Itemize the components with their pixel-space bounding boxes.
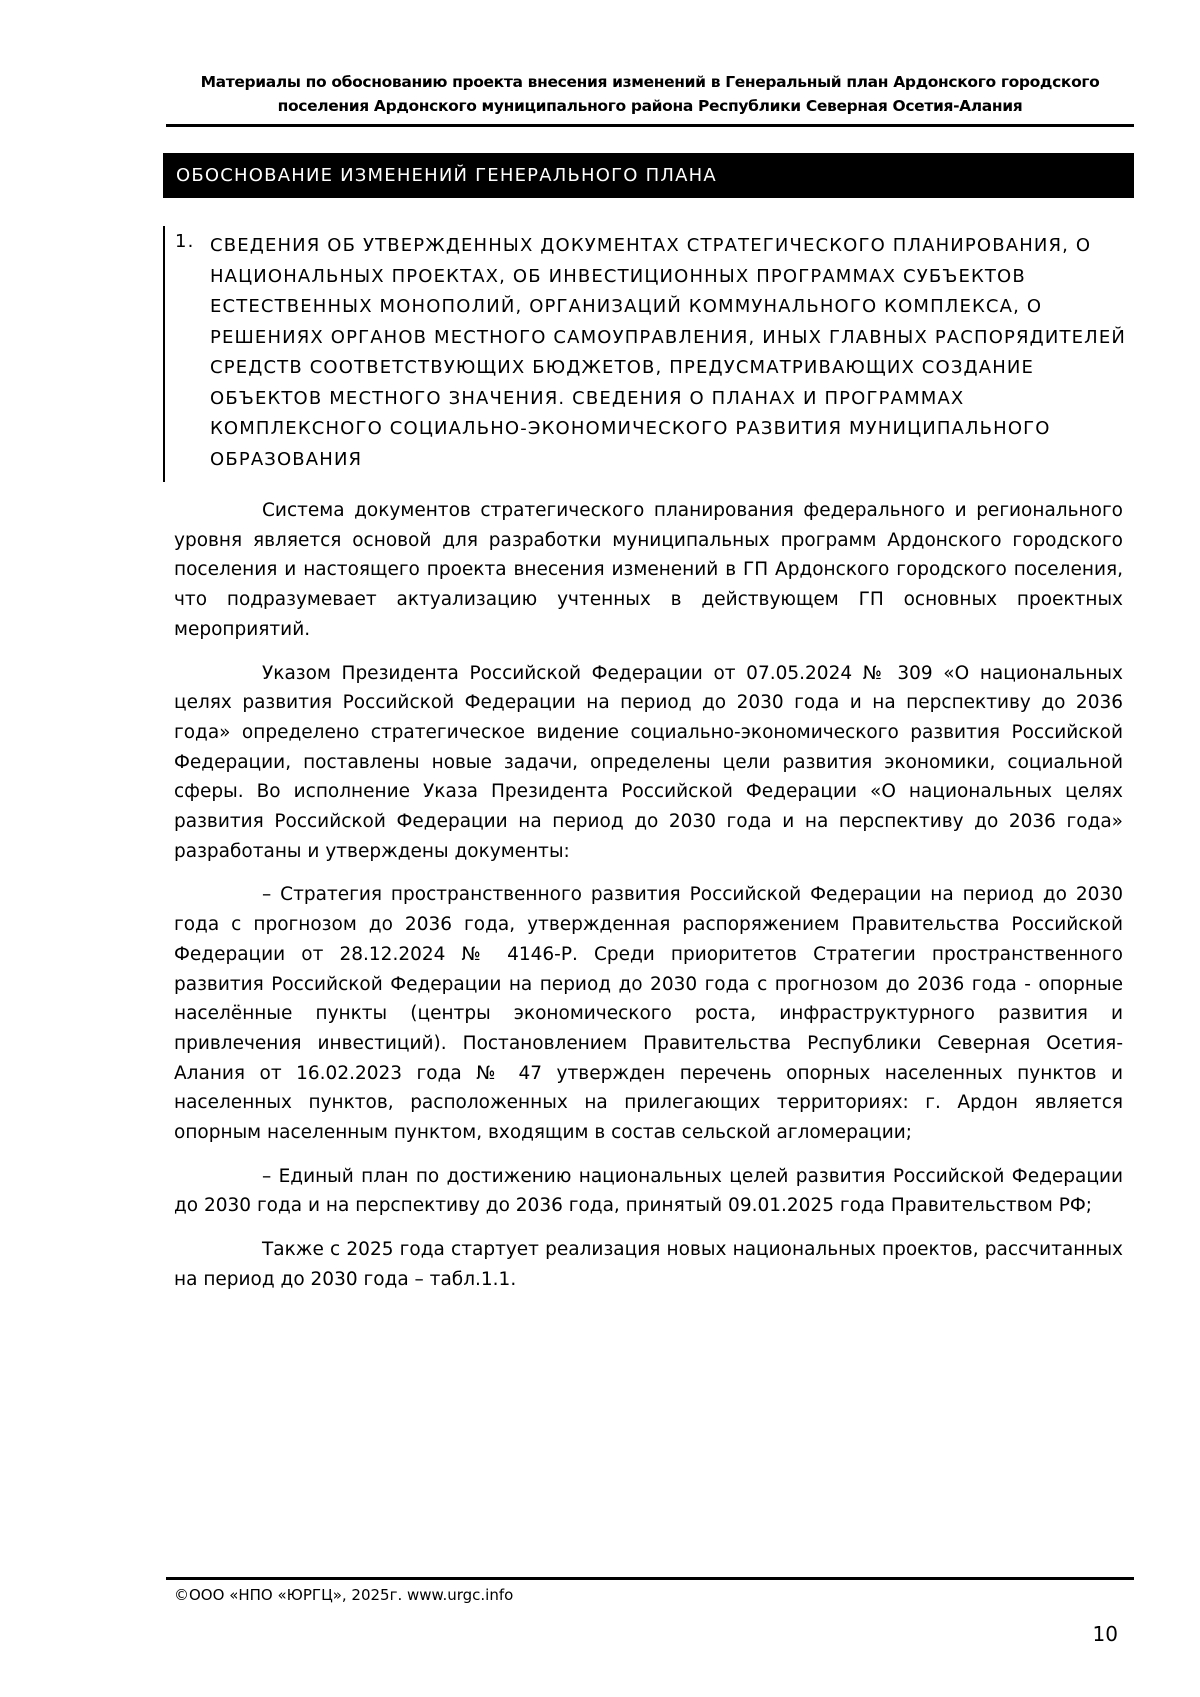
footer-copyright: ©ООО «НПО «ЮРГЦ», 2025г. www.urgc.info <box>174 1586 514 1604</box>
subsection-number: 1. <box>175 231 195 252</box>
paragraph: Указом Президента Российской Федерации от 07.05.2024 № 309 «О национальных целях развития Российской Федерации на период до 2030 года и на перспективу до 2036 года» определено стратегическое видение социально-экономического развития Российской Федерации, поставлены новые задачи, определены цели развития экономики, социальной сферы. Во исполнение Указа Президента Российской Федерации «О национальных целях развития Российской Федерации на период до 2030 года и на перспективу до 2036 года» разработаны и утверждены документы: <box>174 662 1123 862</box>
paragraph: – Единый план по достижению национальных целей развития Российской Федерации до 2030 года и на перспективу до 2036 года, принятый 09.01.2025 года Правительством РФ; <box>174 1165 1123 1217</box>
footer-divider <box>166 1577 1134 1580</box>
page-number: 10 <box>1092 1622 1118 1646</box>
body-text <box>174 496 1123 1309</box>
paragraph: – Стратегия пространственного развития Российской Федерации на период до 2030 года с прогнозом до 2036 года, утвержденная распоряжением Правительства Российской Федерации от 28.12.2024 № 4146-Р. Среди приоритетов Стратегии пространственного развития Российской Федерации на период до 2030 года с прогнозом до 2036 года - опорные населённые пункты (центры экономического роста, инфраструктурного развития и привлечения инвестиций). Постановлением Правительства Республики Северная Осетия-Алания от 16.02.2023 года № 47 утвержден перечень опорных населенных пунктов и населенных пунктов, расположенных на прилегающих территориях: г. Ардон является опорным населенным пунктом, входящим в состав сельской агломерации; <box>174 884 1123 1144</box>
section-title-bar <box>163 153 1134 198</box>
section-title: ОБОСНОВАНИЕ ИЗМЕНЕНИЙ ГЕНЕРАЛЬНОГО ПЛАНА <box>176 165 717 186</box>
subsection-title: СВЕДЕНИЯ ОБ УТВЕРЖДЕННЫХ ДОКУМЕНТАХ СТРАТЕГИЧЕСКОГО ПЛАНИРОВАНИЯ, О НАЦИОНАЛЬНЫХ ПРОЕКТАХ, ОБ ИНВЕСТИЦИОННЫХ ПРОГРАММАХ СУБЪЕКТОВ ЕСТЕСТВЕННЫХ МОНОПОЛИЙ, ОРГАНИЗАЦИЙ КОММУНАЛЬНОГО КОМПЛЕКСА, О РЕШЕНИЯХ ОРГАНОВ МЕСТНОГО САМОУПРАВЛЕНИЯ, ИНЫХ ГЛАВНЫХ РАСПОРЯДИТЕЛЕЙ СРЕДСТВ СООТВЕТСТВУЮЩИХ БЮДЖЕТОВ, ПРЕДУСМАТРИВАЮЩИХ СОЗДАНИЕ ОБЪЕКТОВ МЕСТНОГО ЗНАЧЕНИЯ. СВЕДЕНИЯ О ПЛАНАХ И ПРОГРАММАХ КОМПЛЕКСНОГО СОЦИАЛЬНО-ЭКОНОМИЧЕСКОГО РАЗВИТИЯ МУНИЦИПАЛЬНОГО ОБРАЗОВАНИЯ <box>210 235 1126 470</box>
subsection-heading <box>163 226 1134 482</box>
page-header-title: Материалы по обоснованию проекта внесения изменений в Генеральный план Ардонского городского поселения Ардонского муниципального района Республики Северная Осетия-Алания <box>200 73 1100 115</box>
header-divider <box>166 124 1134 127</box>
paragraph: Система документов стратегического планирования федерального и регионального уровня является основой для разработки муниципальных программ Ардонского городского поселения и настоящего проекта внесения изменений в ГП Ардонского городского поселения, что подразумевает актуализацию учтенных в действующем ГП основных проектных мероприятий. <box>174 500 1123 640</box>
paragraph: Также с 2025 года стартует реализация новых национальных проектов, рассчитанных на период до 2030 года – табл.1.1. <box>174 1239 1123 1290</box>
